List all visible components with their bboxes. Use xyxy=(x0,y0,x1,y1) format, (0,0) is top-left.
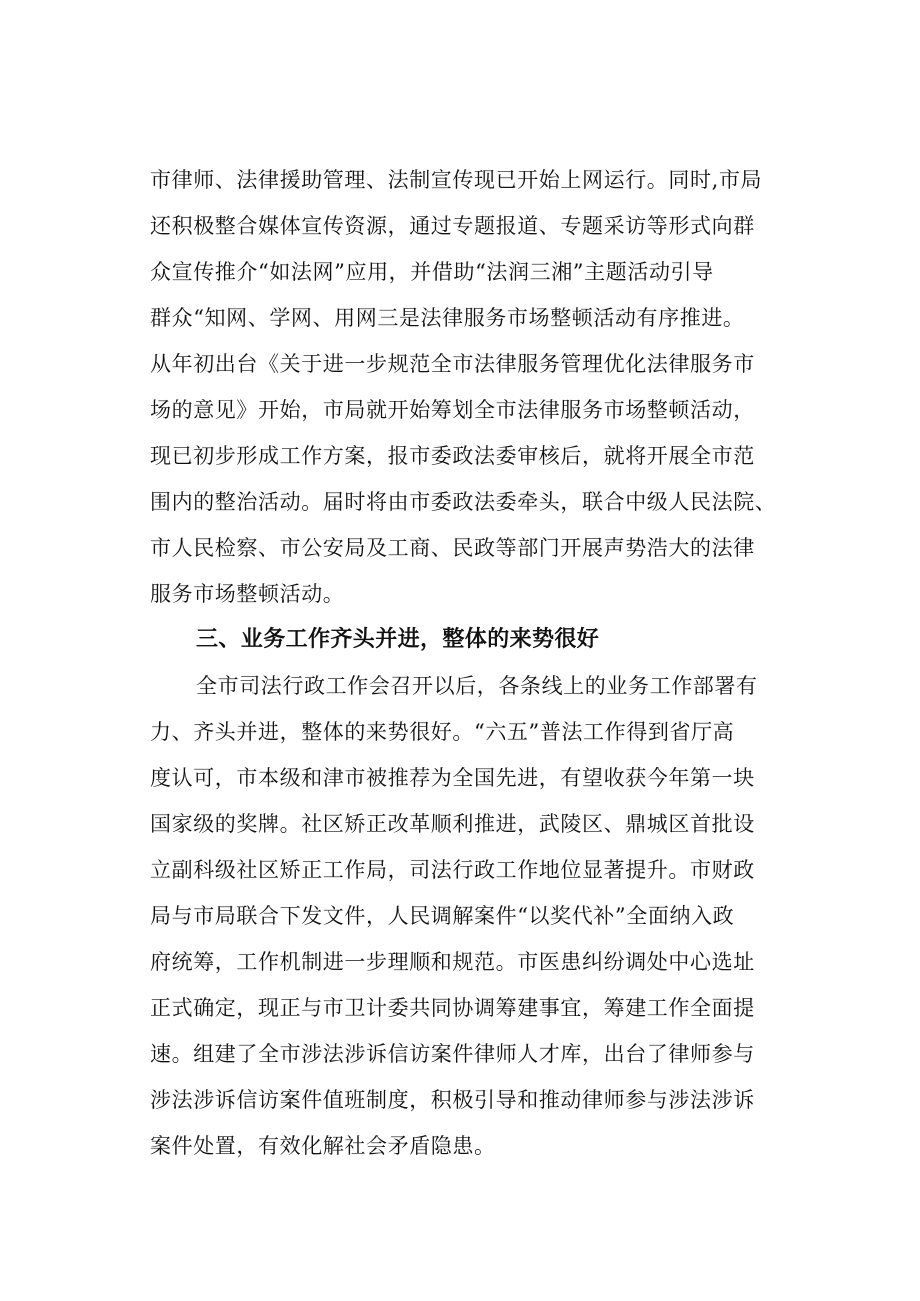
section-3-line-1: 全市司法行政工作会召开以后，各条线上的业务工作部署有 xyxy=(196,674,758,698)
section-3-line-9: 速。组建了全市涉法涉诉信访案件律师人才库，出台了律师参与 xyxy=(150,1042,755,1066)
paragraph-1-line-6: 场的意见》开始，市局就开始筹划全市法律服务市场整顿活动， xyxy=(150,398,755,422)
section-3-line-4: 国家级的奖牌。社区矫正改革顺利推进，武陵区、鼎城区首批设 xyxy=(150,812,755,836)
paragraph-1-line-5: 从年初出台《关于进一步规范全市法律服务管理优化法律服务市 xyxy=(150,352,755,376)
section-3-line-11: 案件处置，有效化解社会矛盾隐患。 xyxy=(150,1134,496,1158)
paragraph-1-line-8: 围内的整治活动。届时将由市委政法委牵头，联合中级人民法院、 xyxy=(150,490,777,514)
section-3-heading: 三、业务工作齐头并进，整体的来势很好 xyxy=(196,627,600,652)
paragraph-1-line-10: 服务市场整顿活动。 xyxy=(150,582,345,606)
section-3-line-8: 正式确定，现正与市卫计委共同协调筹建事宜，筹建工作全面提 xyxy=(150,996,755,1020)
paragraph-1-line-9: 市人民检察、市公安局及工商、民政等部门开展声势浩大的法律 xyxy=(150,536,755,560)
paragraph-1-line-4: 群众“知网、学网、用网三是法律服务市场整顿活动有序推进。 xyxy=(150,306,745,330)
paragraph-1-line-1: 市律师、法律援助管理、法制宣传现已开始上网运行。同时,市局 xyxy=(150,168,763,192)
paragraph-1-line-7: 现已初步形成工作方案，报市委政法委审核后，就将开展全市范 xyxy=(150,444,755,468)
paragraph-1-line-2: 还积极整合媒体宣传资源，通过专题报道、专题采访等形式向群 xyxy=(150,214,755,238)
section-3-line-2: 力、齐头并进，整体的来势很好。“六五”普法工作得到省厅高 xyxy=(150,720,735,744)
section-3-line-7: 府统筹，工作机制进一步理顺和规范。市医患纠纷调处中心选址 xyxy=(150,950,755,974)
paragraph-1-line-3: 众宣传推介“如法网”应用，并借助“法润三湘”主题活动引导 xyxy=(150,260,714,284)
section-3-line-10: 涉法涉诉信访案件值班制度，积极引导和推动律师参与涉法涉诉 xyxy=(150,1088,755,1112)
section-3-line-3: 度认可，市本级和津市被推荐为全国先进，有望收获今年第一块 xyxy=(150,766,755,790)
section-3-line-6: 局与市局联合下发文件，人民调解案件“以奖代补”全面纳入政 xyxy=(150,904,735,928)
section-3-line-5: 立副科级社区矫正工作局，司法行政工作地位显著提升。市财政 xyxy=(150,858,755,882)
